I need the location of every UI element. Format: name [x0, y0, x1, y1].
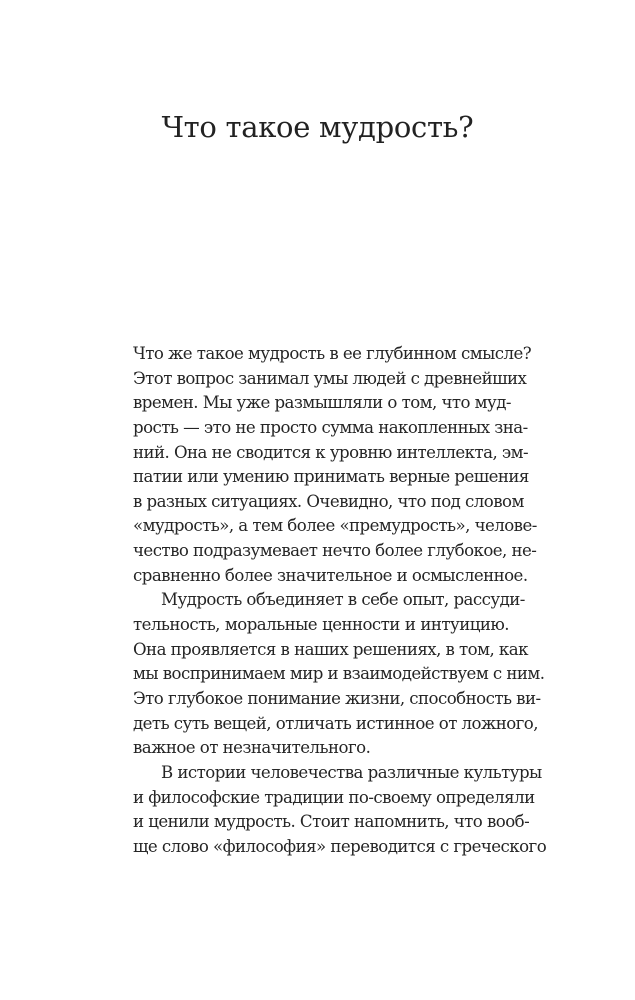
text-line: деть суть вещей, отличать истинное от ложного, — [133, 713, 538, 733]
text-line: времен. Мы уже размышляли о том, что муд- — [133, 393, 511, 413]
text-line: Она проявляется в наших решениях, в том, как — [133, 639, 528, 659]
text-line: мы воспринимаем мир и взаимодействуем с ним. — [133, 664, 545, 684]
text-line: В истории человечества различные культуры — [161, 762, 542, 782]
text-line: и ценили мудрость. Стоит напомнить, что вооб- — [133, 812, 530, 832]
text-line: ще слово «философия» переводится с греческого — [133, 836, 547, 856]
text-line: тельность, моральные ценности и интуицию. — [133, 615, 509, 635]
text-line: в разных ситуациях. Очевидно, что под словом — [133, 491, 524, 511]
text-line: ний. Она не сводится к уровню интеллекта, эм- — [133, 442, 529, 462]
text-line: Мудрость объединяет в себе опыт, рассуди- — [161, 590, 525, 610]
text-line: рость — это не просто сумма накопленных зна- — [133, 417, 528, 437]
text-line: патии или умению принимать верные решения — [133, 467, 529, 487]
text-line: Что же такое мудрость в ее глубинном смысле? — [133, 344, 532, 363]
text-line: Этот вопрос занимал умы людей с древнейших — [133, 368, 527, 388]
text-line: Это глубокое понимание жизни, способность ви- — [133, 688, 541, 708]
text-line: сравненно более значительное и осмысленное. — [133, 565, 528, 585]
text-line: важное от незначительного. — [133, 738, 371, 758]
text-line: чество подразумевает нечто более глубокое, не- — [133, 541, 537, 561]
text-line: и философские традиции по-своему определяли — [133, 787, 535, 807]
text-line: «мудрость», а тем более «премудрость», челове- — [133, 516, 537, 536]
body-text — [133, 342, 547, 859]
chapter-title: Что такое мудрость? — [161, 110, 474, 144]
